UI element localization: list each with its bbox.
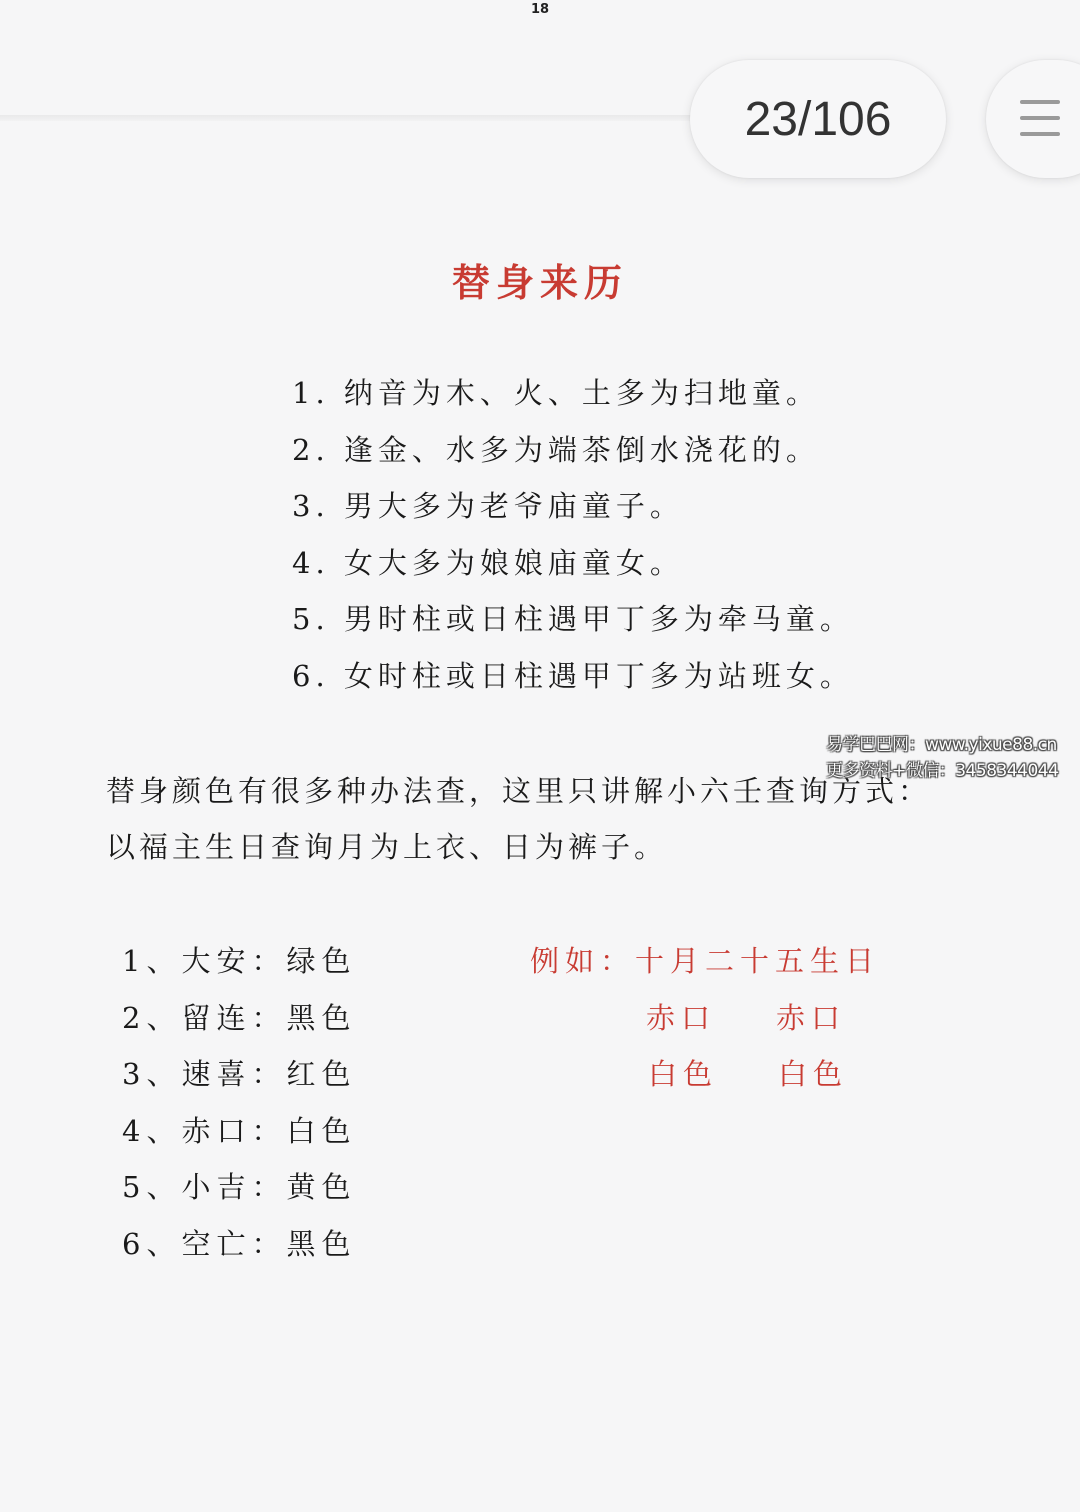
watermark-line: 易学巴巴网：www.yixue88.cn <box>826 735 1057 755</box>
list-item: 3. 男大多为老爷庙童子。 <box>292 489 684 524</box>
menu-button[interactable] <box>986 60 1080 178</box>
list-item: 3、速喜：红色 <box>122 1057 357 1092</box>
watermark-line: 更多资料+微信：3458344044 <box>826 761 1059 781</box>
watermark <box>826 732 1058 784</box>
top-page-number: 18 <box>530 2 550 17</box>
list-item: 4、赤口：白色 <box>122 1113 357 1148</box>
list-item: 6. 女时柱或日柱遇甲丁多为站班女。 <box>292 658 854 693</box>
document-title: 替身来历 <box>451 260 628 305</box>
list-item: 2、留连：黑色 <box>122 1000 357 1035</box>
rules-list <box>292 370 854 710</box>
list-item: 5. 男时柱或日柱遇甲丁多为牵马童。 <box>292 602 854 637</box>
example-day-color: 白色 <box>778 1057 849 1092</box>
list-item: 1、大安：绿色 <box>122 944 357 978</box>
list-item: 2. 逢金、水多为端茶倒水浇花的。 <box>292 432 820 467</box>
example-block <box>530 938 880 1108</box>
list-item: 1. 纳音为木、火、土多为扫地童。 <box>292 376 820 410</box>
example-month-color: 白色 <box>648 1057 719 1092</box>
list-item: 5、小吉：黄色 <box>122 1170 357 1205</box>
example-day-palace: 赤口 <box>776 1000 847 1035</box>
hamburger-menu-icon <box>1020 100 1060 138</box>
example-heading: 例如：十月二十五生日 <box>530 944 881 978</box>
example-month-palace: 赤口 <box>646 1000 717 1035</box>
toolbar-divider <box>0 115 700 121</box>
intro-line: 以福主生日查询月为上衣、日为裤子。 <box>106 830 668 864</box>
list-item: 6、空亡：黑色 <box>122 1226 357 1261</box>
list-item: 4. 女大多为娘娘庙童女。 <box>292 545 684 580</box>
intro-paragraph <box>106 768 931 880</box>
intro-line: 替身颜色有很多种办法查，这里只讲解小六壬查询方式： <box>106 774 932 808</box>
page-indicator[interactable]: 23/106 <box>690 60 946 178</box>
color-list <box>122 938 356 1278</box>
